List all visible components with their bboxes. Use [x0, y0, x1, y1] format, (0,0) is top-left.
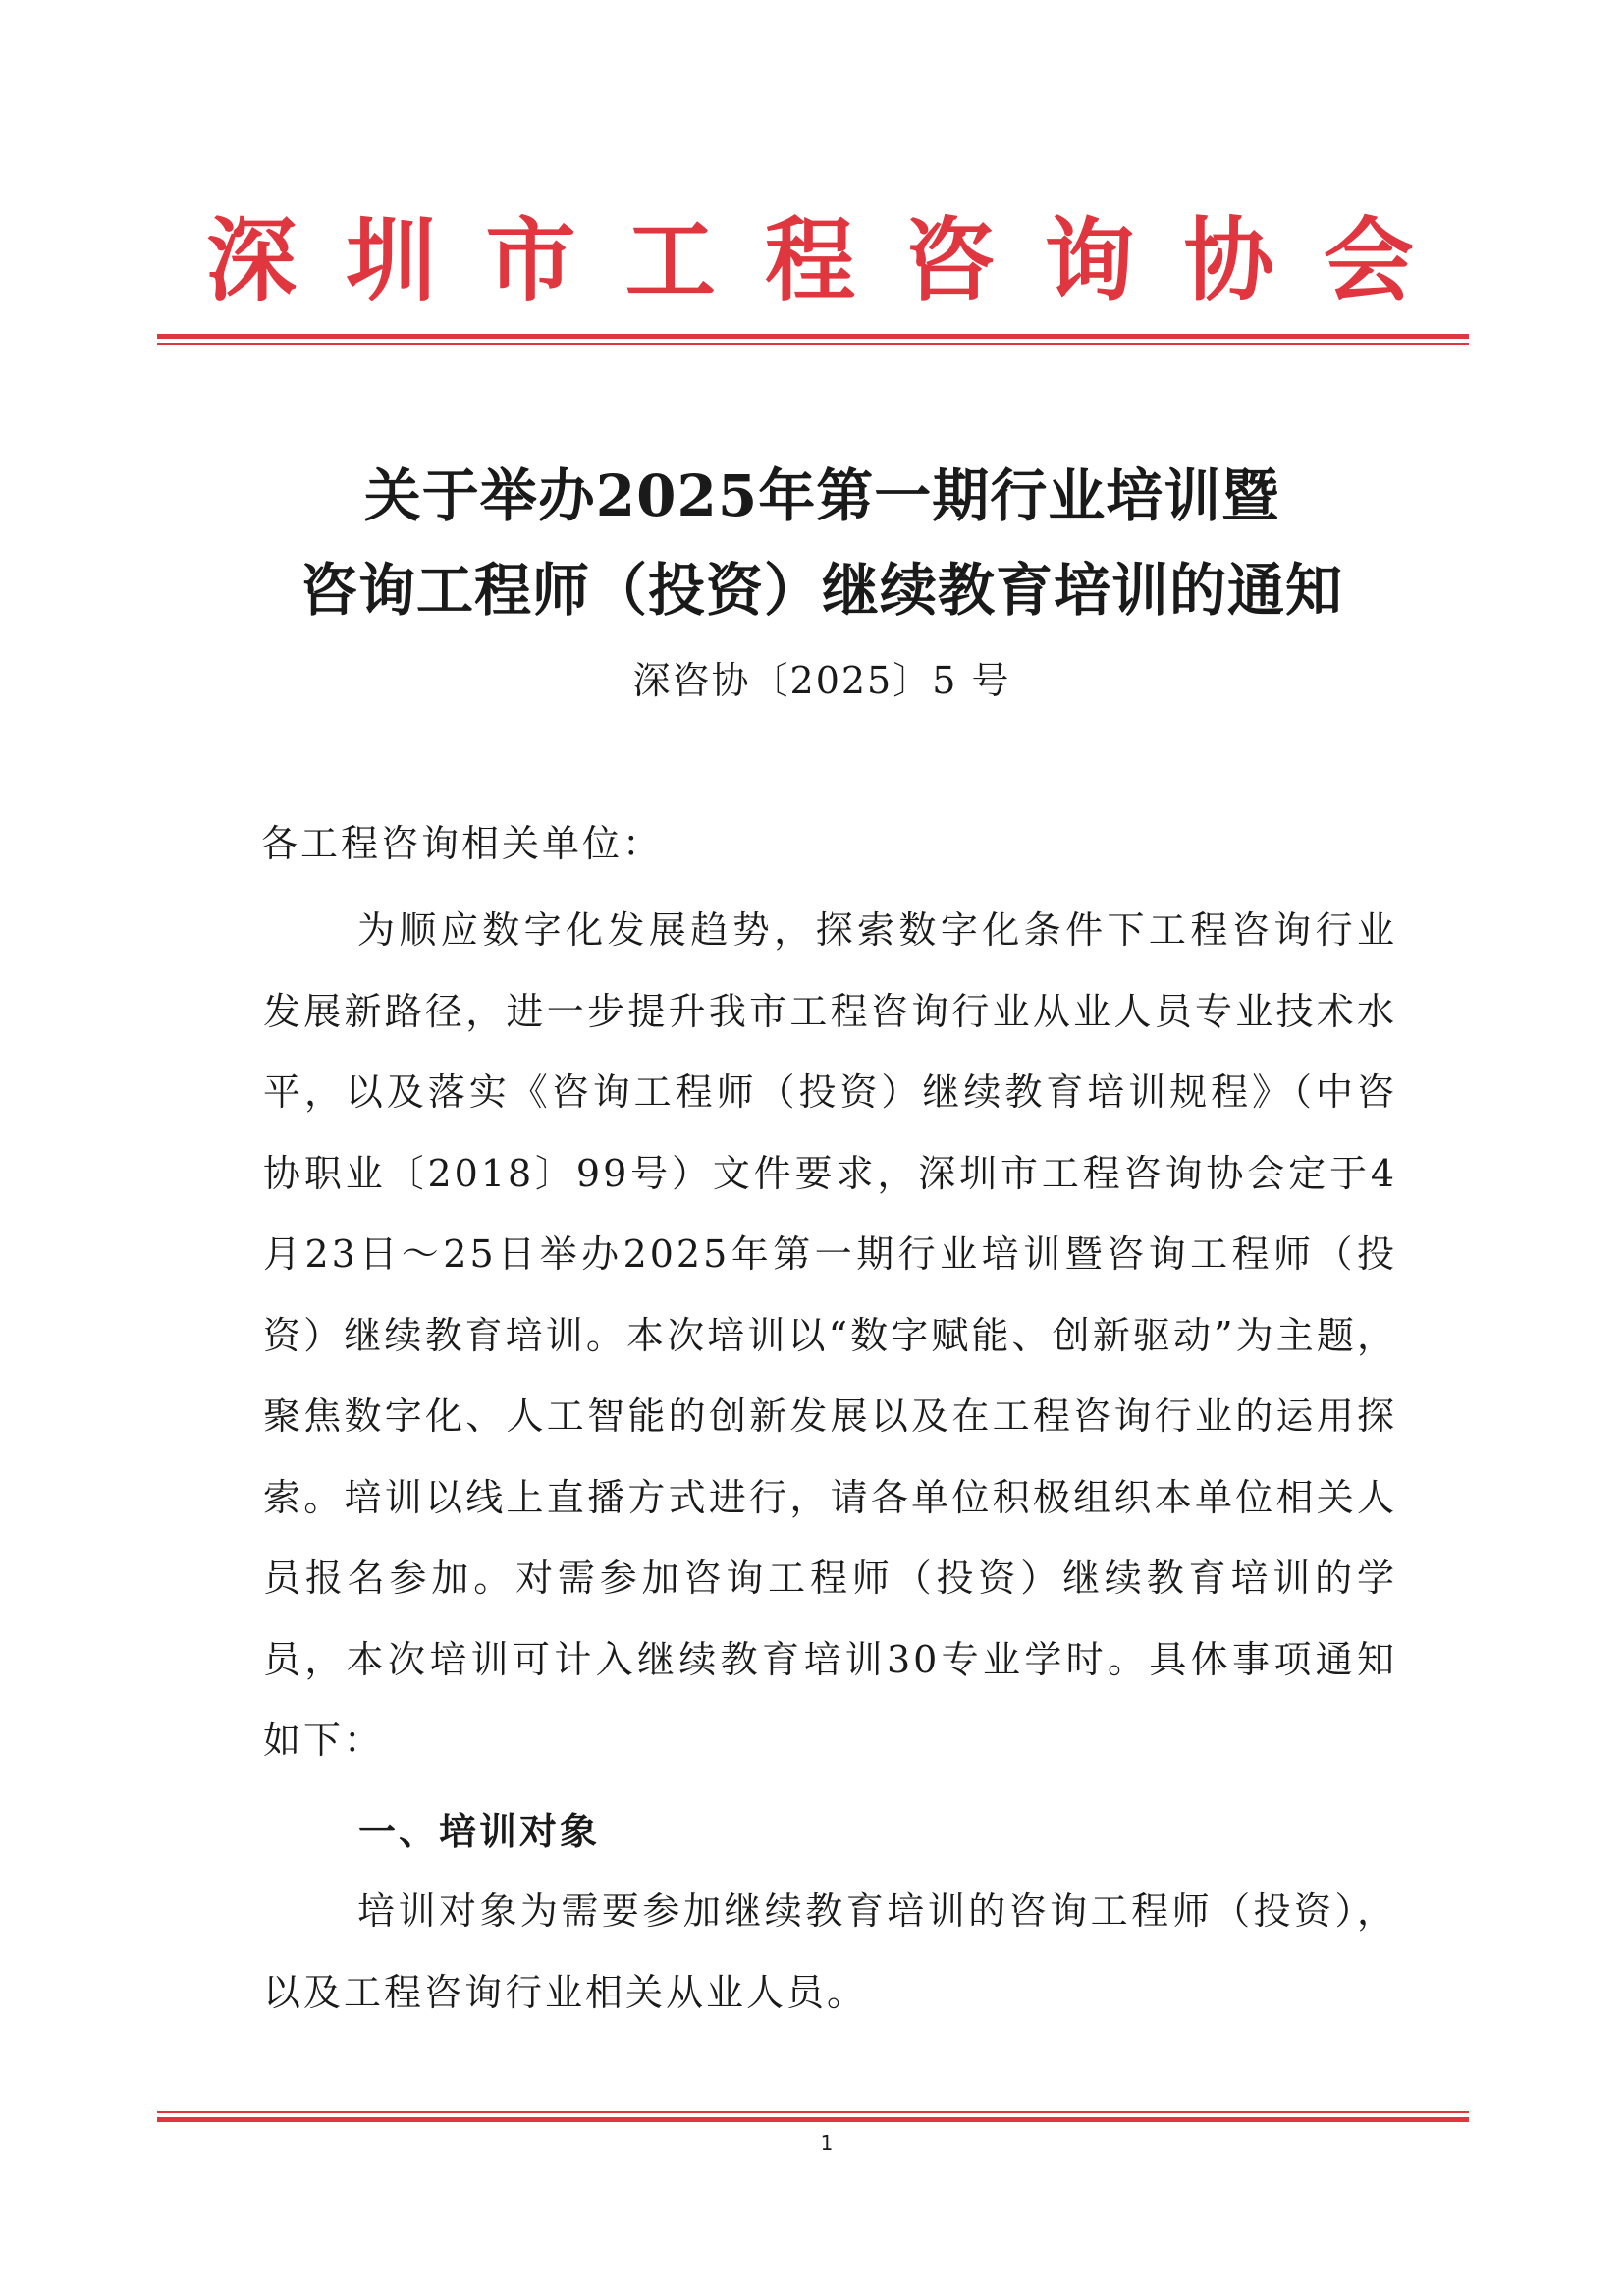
divider-thick-line — [157, 2117, 1469, 2122]
body-paragraph-intro: 为顺应数字化发展趋势，探索数字化条件下工程咨询行业发展新路径，进一步提升我市工程咨询行业从业人员专业技术水平，以及落实《咨询工程师（投资）继续教育培训规程》（中咨协职业〔2018〕99号）文件要求，深圳市工程咨询协会定于4月23日～25日举办2025年第一期行业培训暨咨询工程师（投资）继续教育培训。本次培训以“数字赋能、创新驱动”为主题，聚焦数字化、人工智能的创新发展以及在工程咨询行业的运用探索。培训以线上直播方式进行，请各单位积极组织本单位相关人员报名参加。对需参加咨询工程师（投资）继续教育培训的学员，本次培训可计入继续教育培训30专业学时。具体事项通知如下： — [263, 908, 1397, 1762]
letterhead-char: 咨 — [904, 207, 996, 313]
letterhead-org-name — [206, 201, 1414, 319]
notice-title-line-1: 关于举办2025年第一期行业培训暨 — [363, 463, 1280, 529]
letterhead-char: 询 — [1044, 207, 1135, 313]
letterhead-char: 市 — [485, 207, 576, 313]
letterhead-char: 协 — [1183, 207, 1274, 313]
letterhead-char: 工 — [624, 207, 716, 313]
letterhead-char: 会 — [1323, 207, 1414, 313]
letterhead-divider — [157, 334, 1469, 345]
footer-divider — [157, 2111, 1469, 2122]
divider-thin-line — [157, 343, 1469, 345]
letterhead-char: 圳 — [346, 207, 437, 313]
salutation: 各工程咨询相关单位： — [260, 822, 664, 865]
notice-title-line-2: 咨询工程师（投资）继续教育培训的通知 — [299, 557, 1343, 624]
letterhead-char: 程 — [764, 207, 855, 313]
letterhead-char: 深 — [206, 207, 298, 313]
document-number: 深咨协〔2025〕5 号 — [632, 659, 1011, 702]
body-paragraph-training-target: 培训对象为需要参加继续教育培训的咨询工程师（投资），以及工程咨询行业相关从业人员。 — [263, 1889, 1397, 2014]
section-heading-training-target: 一、培训对象 — [358, 1809, 601, 1853]
page-number: 1 — [820, 2131, 834, 2155]
